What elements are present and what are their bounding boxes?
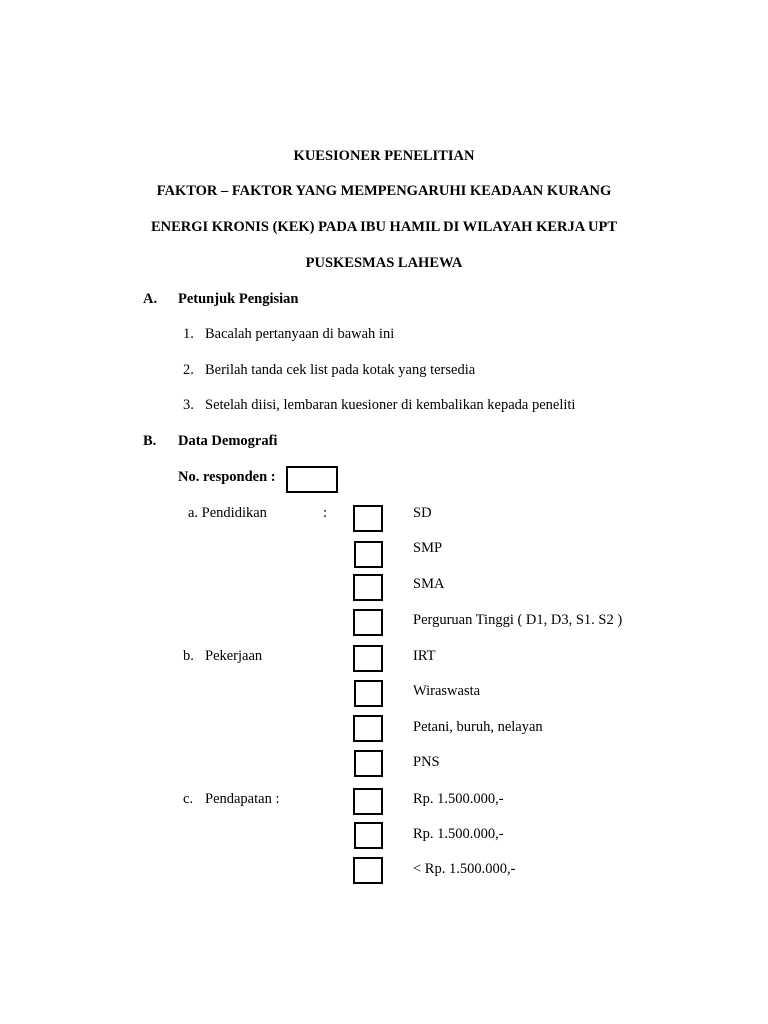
- instruction-number: 1.: [183, 326, 194, 342]
- doc-title: KUESIONER PENELITIAN: [293, 148, 475, 164]
- option-label: SMA: [413, 576, 445, 592]
- pendapatan-marker: c.: [183, 791, 194, 807]
- pendidikan-colon: :: [323, 505, 328, 521]
- checkbox-pekerjaan-wiraswasta[interactable]: [354, 680, 383, 707]
- section-b-marker: B.: [143, 433, 157, 449]
- pendidikan-label: a. Pendidikan: [188, 505, 267, 521]
- instruction-text: Berilah tanda cek list pada kotak yang tersedia: [205, 362, 476, 378]
- doc-subtitle-line-3: PUSKESMAS LAHEWA: [305, 255, 463, 271]
- section-b-heading: Data Demografi: [178, 433, 278, 449]
- option-label: Petani, buruh, nelayan: [413, 719, 543, 735]
- checkbox-pendapatan-3[interactable]: [353, 857, 383, 884]
- checkbox-pekerjaan-pns[interactable]: [354, 750, 383, 777]
- instruction-text: Setelah diisi, lembaran kuesioner di kembalikan kepada peneliti: [205, 397, 576, 413]
- doc-subtitle-line-2: ENERGI KRONIS (KEK) PADA IBU HAMIL DI WILAYAH KERJA UPT: [150, 219, 618, 235]
- option-label: SMP: [413, 540, 443, 556]
- checkbox-pendidikan-smp[interactable]: [354, 541, 383, 568]
- responden-number-box[interactable]: [286, 466, 338, 493]
- checkbox-pekerjaan-petani[interactable]: [353, 715, 383, 742]
- option-label: Wiraswasta: [413, 683, 481, 699]
- option-label: Rp. 1.500.000,-: [413, 791, 504, 807]
- option-label: PNS: [413, 754, 440, 770]
- pendapatan-label: Pendapatan :: [205, 791, 280, 807]
- instruction-number: 2.: [183, 362, 194, 378]
- option-label: SD: [413, 505, 432, 521]
- checkbox-pendidikan-sma[interactable]: [353, 574, 383, 601]
- doc-subtitle-line-1: FAKTOR – FAKTOR YANG MEMPENGARUHI KEADAAN KURANG: [156, 183, 612, 199]
- option-label: Perguruan Tinggi ( D1, D3, S1. S2 ): [413, 612, 623, 628]
- checkbox-pendapatan-1[interactable]: [353, 788, 383, 815]
- checkbox-pendidikan-sd[interactable]: [353, 505, 383, 532]
- option-label: IRT: [413, 648, 436, 664]
- section-a-heading: Petunjuk Pengisian: [178, 291, 299, 307]
- option-label: < Rp. 1.500.000,-: [413, 861, 516, 877]
- instruction-text: Bacalah pertanyaan di bawah ini: [205, 326, 395, 342]
- responden-label: No. responden :: [178, 469, 276, 485]
- checkbox-pendidikan-perguruan-tinggi[interactable]: [353, 609, 383, 636]
- pekerjaan-marker: b.: [183, 648, 194, 664]
- section-a-marker: A.: [143, 291, 158, 307]
- pekerjaan-label: Pekerjaan: [205, 648, 263, 664]
- checkbox-pendapatan-2[interactable]: [354, 822, 383, 849]
- checkbox-pekerjaan-irt[interactable]: [353, 645, 383, 672]
- option-label: Rp. 1.500.000,-: [413, 826, 504, 842]
- instruction-number: 3.: [183, 397, 194, 413]
